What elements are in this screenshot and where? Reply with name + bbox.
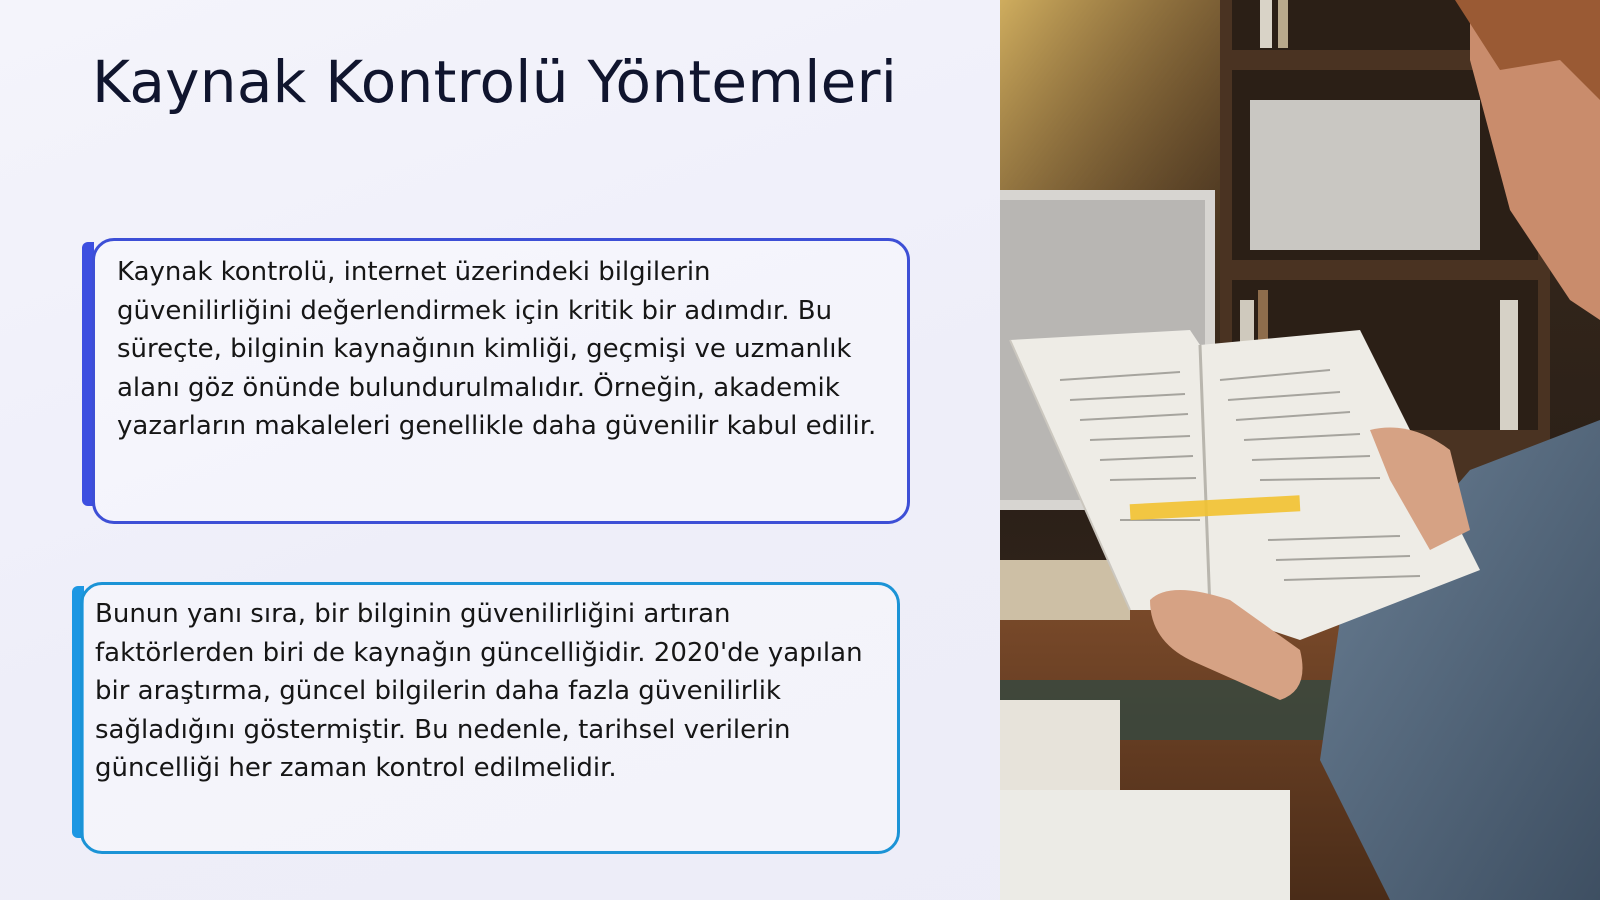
text-card-1 [92,238,910,524]
slide-title: Kaynak Kontrolü Yöntemleri [92,48,898,116]
photo-illustration [1000,0,1600,900]
photo-person-reading-document-icon [1000,0,1600,900]
card-1-text: Kaynak kontrolü, internet üzerindeki bilgilerin güvenilirliğini değerlendirmek için kritik bir adımdır. Bu süreçte, bilginin kaynağının kimliği, geçmişi ve uzmanlık alanı göz önünde bulundurulmalıdır. Örneğin, akademik yazarların makaleleri genellikle daha güvenilir kabul edilir. [117,257,877,441]
text-card-2 [80,582,900,854]
card-2-text: Bunun yanı sıra, bir bilginin güvenilirliğini artıran faktörlerden biri de kaynağın güncelliğidir. 2020'de yapılan bir araştırma, güncel bilgilerin daha fazla güvenilirlik sağladığını göstermiştir. Bu nedenle, tarihsel verilerin güncelliği her zaman kontrol edilmelidir. [95,599,863,783]
